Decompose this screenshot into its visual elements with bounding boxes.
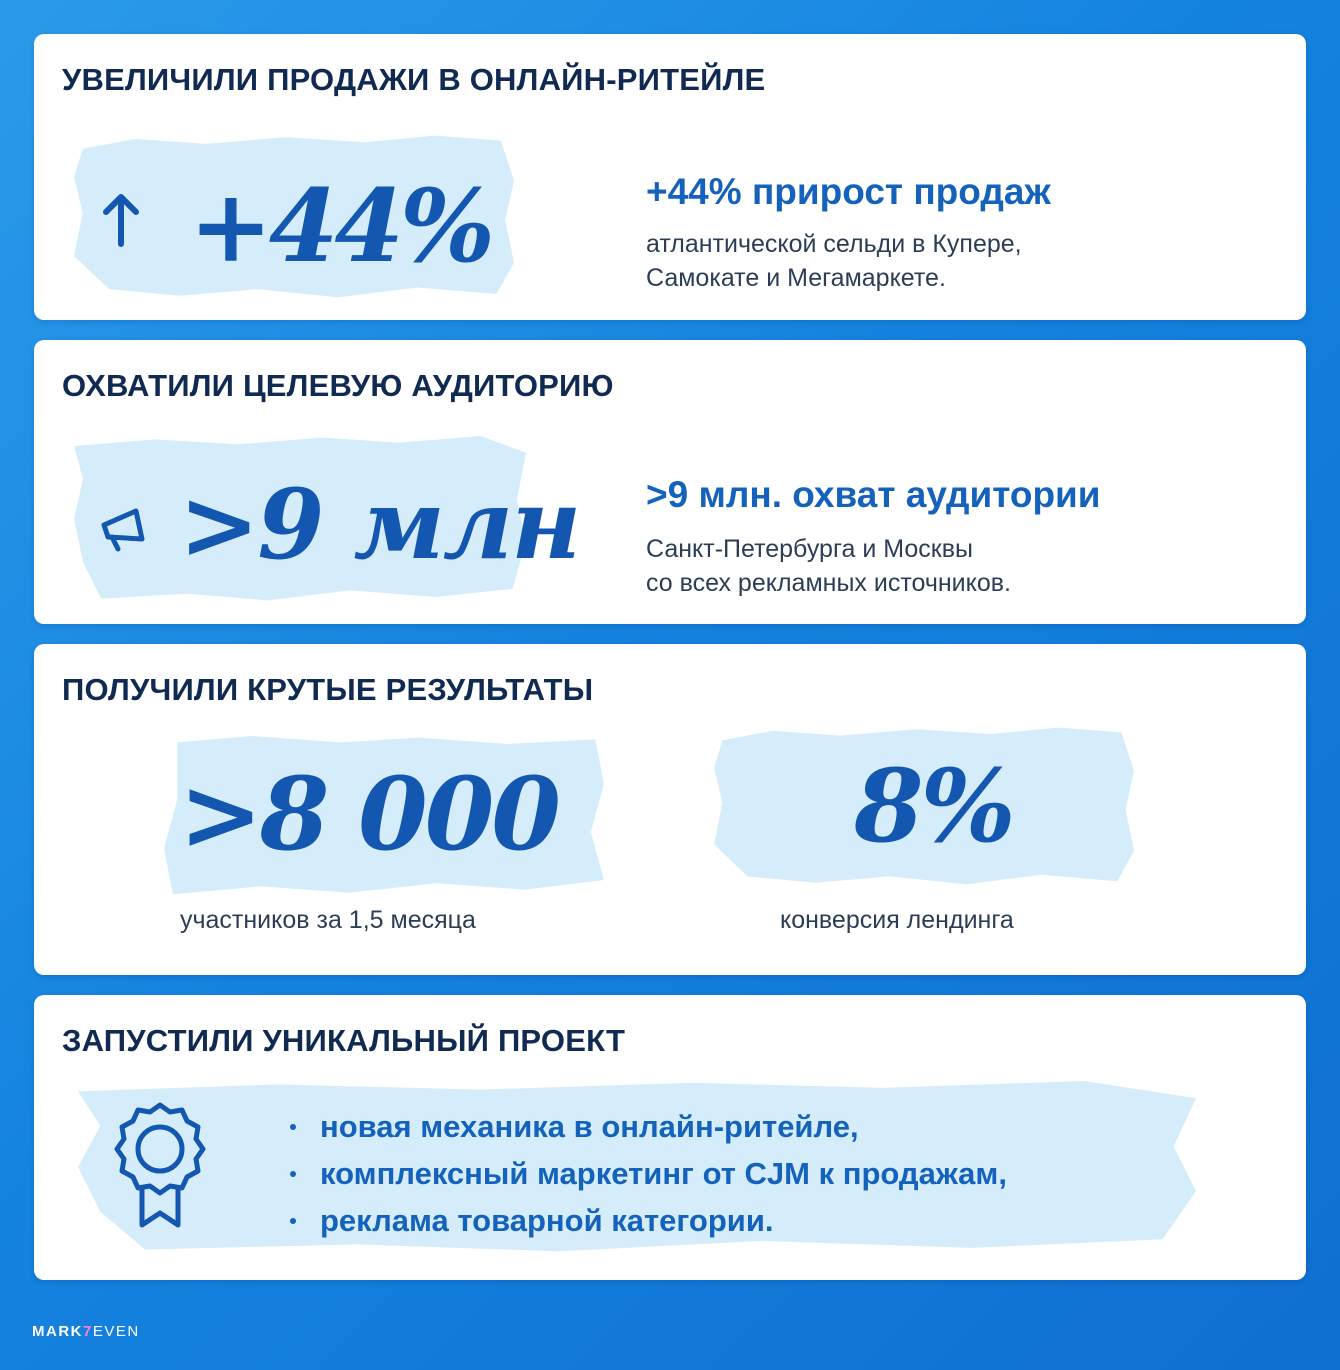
description-line: Санкт-Петербурга и Москвы <box>646 535 973 563</box>
card-title: ЗАПУСТИЛИ УНИКАЛЬНЫЙ ПРОЕКТ <box>62 1023 626 1058</box>
stat-value: 8% <box>854 747 1013 865</box>
description-line: атлантической сельди в Купере, <box>646 230 1022 258</box>
description-line: со всех рекламных источников. <box>646 569 1011 597</box>
list-item: реклама товарной категории. <box>284 1197 1007 1244</box>
card-title: ПОЛУЧИЛИ КРУТЫЕ РЕЗУЛЬТАТЫ <box>62 672 594 707</box>
card-project <box>34 995 1306 1280</box>
stat-headline: +44% прирост продаж <box>646 171 1051 212</box>
big-value: +44% <box>189 167 491 285</box>
stat-description <box>646 227 1022 295</box>
logo-part: 7 <box>83 1323 93 1340</box>
logo-part: EVEN <box>92 1323 140 1340</box>
stat-caption: конверсия лендинга <box>780 906 1014 934</box>
card-sales <box>34 34 1306 320</box>
award-badge-icon <box>112 1099 208 1231</box>
list-item: комплексный маркетинг от CJM к продажам, <box>284 1150 1007 1197</box>
stat-headline: >9 млн. охват аудитории <box>646 474 1101 515</box>
stat-description <box>646 532 1011 600</box>
big-value: >9 млн <box>179 468 580 581</box>
card-title: УВЕЛИЧИЛИ ПРОДАЖИ В ОНЛАЙН-РИТЕЙЛЕ <box>62 62 766 97</box>
stat-value: >8 000 <box>179 755 558 873</box>
brand-logo <box>32 1323 140 1340</box>
card-results <box>34 644 1306 975</box>
arrow-up-icon <box>100 192 142 248</box>
card-audience <box>34 340 1306 624</box>
card-title: ОХВАТИЛИ ЦЕЛЕВУЮ АУДИТОРИЮ <box>62 368 614 403</box>
stat-caption: участников за 1,5 месяца <box>180 906 476 934</box>
megaphone-icon <box>96 503 152 553</box>
description-line: Самокате и Мегамаркете. <box>646 264 946 292</box>
list-item: новая механика в онлайн-ритейле, <box>284 1103 1007 1150</box>
bullet-list <box>284 1103 1007 1244</box>
logo-part: MARK <box>32 1323 83 1340</box>
